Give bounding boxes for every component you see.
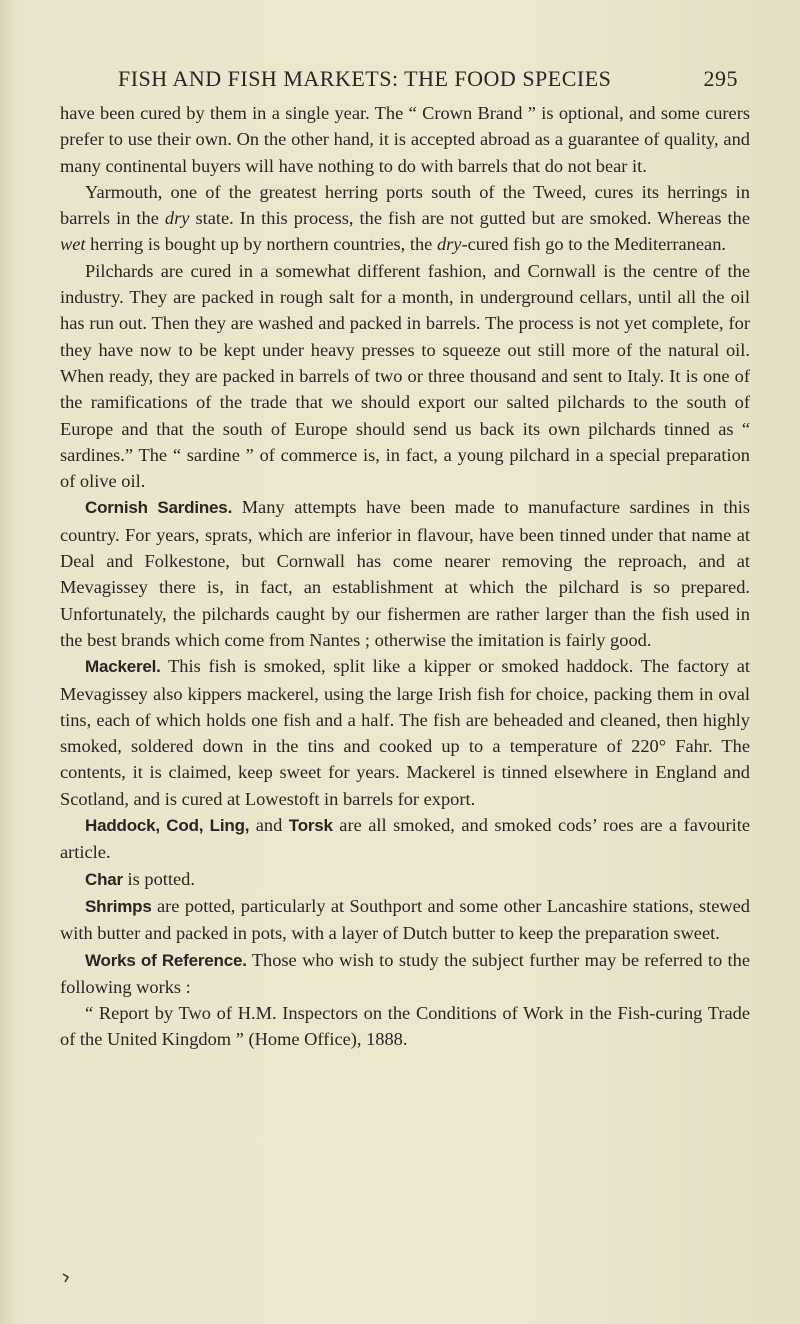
paragraph-text: -cured fish go to the Mediterranean. <box>461 234 726 255</box>
run-in-heading: Cornish Sardines. <box>85 498 233 518</box>
paragraph-text: Those who wish to study the subject further may be referred to the following works : <box>60 949 750 997</box>
ink-speck-mark <box>62 1272 70 1282</box>
running-header <box>118 66 738 92</box>
run-in-heading: Mackerel. <box>85 657 161 677</box>
paragraph-continuation <box>60 100 750 179</box>
paragraph-text: Many attempts have been made to manufacture sardines in this country. For years, sprats, which are inferior in flavour, have been tinned under that name at Deal and Folkestone, but Cornwall has come nearer removing the reproach, and at Mevagissey there is, in fact, an establishment at which the pilchard is so prepared. Unfortunately, the pilchards caught by our fishermen are rather larger than the fish used in the best brands which come from Nantes ; otherwise the imitation is fairly good. <box>60 497 750 650</box>
body-text <box>60 100 750 1053</box>
paragraph-text: herring is bought up by northern countries, the <box>85 234 437 255</box>
paragraph-cornish-sardines <box>60 494 750 653</box>
paragraph-text: This fish is smoked, split like a kipper or smoked haddock. The factory at Mevagissey also kippers mackerel, using the large Irish fish for choice, packing them in oval tins, each of which holds one fish and a half. The fish are beheaded and cleaned, then highly smoked, soldered down in the tins and cooked up to a temperature of 220° Fahr. The contents, it is claimed, keep sweet for years. Mackerel is tinned elsewhere in England and Scotland, and is cured at Lowestoft in barrels for export. <box>60 656 750 809</box>
paragraph-mackerel <box>60 653 750 812</box>
run-in-heading: Haddock, Cod, Ling, <box>85 816 250 836</box>
italic-term: dry <box>436 234 462 255</box>
paragraph-works-of-reference <box>60 947 750 1001</box>
italic-term: dry <box>164 208 190 229</box>
reference-citation <box>60 1000 750 1053</box>
paragraph-text: have been cured by them in a single year. The “ Crown Brand ” is optional, and some curers prefer to use their own. On the other hand, it is accepted abroad as a guarantee of quality, and many continental buyers will have nothing to do with barrels that do not bear it. <box>60 103 750 176</box>
run-in-heading: Torsk <box>288 816 333 836</box>
paragraph-text: are all smoked, and smoked cods’ roes are a favourite article. <box>60 815 751 863</box>
running-title: FISH AND FISH MARKETS: THE FOOD SPECIES <box>118 66 612 91</box>
paragraph-text: are potted, particularly at Southport and some other Lancashire stations, stewed with butter and packed in pots, with a layer of Dutch butter to keep the preparation sweet. <box>60 895 750 944</box>
paragraph-text: is potted. <box>122 868 195 889</box>
paragraph-haddock <box>60 812 750 866</box>
run-in-heading: Shrimps <box>85 896 152 916</box>
paragraph-text: Yarmouth, one of the greatest herring ports south of the Tweed, cures its herrings in barrels in the <box>60 181 750 229</box>
paragraph-shrimps <box>60 893 750 947</box>
paragraph-yarmouth <box>60 179 750 258</box>
page-number: 295 <box>703 66 738 91</box>
paragraph-pilchards <box>60 258 750 495</box>
italic-term: wet <box>60 234 86 255</box>
paragraph-text: state. In this process, the fish are not gutted but are smoked. Whereas the <box>189 208 750 229</box>
paragraph-char <box>60 866 750 893</box>
speck-icon <box>62 1273 70 1283</box>
run-in-heading: Char <box>85 869 123 889</box>
run-in-heading: Works of Reference. <box>85 950 247 970</box>
paragraph-text: and <box>249 815 289 836</box>
citation-text: “ Report by Two of H.M. Inspectors on the Conditions of Work in the Fish-curing Trade of the United Kingdom ” (Home Office), 1888. <box>60 1003 750 1050</box>
paragraph-text: Pilchards are cured in a somewhat different fashion, and Cornwall is the centre of the industry. They are packed in rough salt for a month, in underground cellars, until all the oil has run out. Then they are washed and packed in barrels. The process is not yet complete, for they have now to be kept under heavy presses to squeeze out still more of the natural oil. When ready, they are packed in barrels of two or three thousand and sent to Italy. It is one of the ramifications of the trade that we should export our salted pilchards to the south of Europe and that the south of Europe should send us back its own pilchards tinned as “ sardines.” The “ sardine ” of commerce is, in fact, a young pilchard in a special preparation of olive oil. <box>60 260 750 492</box>
